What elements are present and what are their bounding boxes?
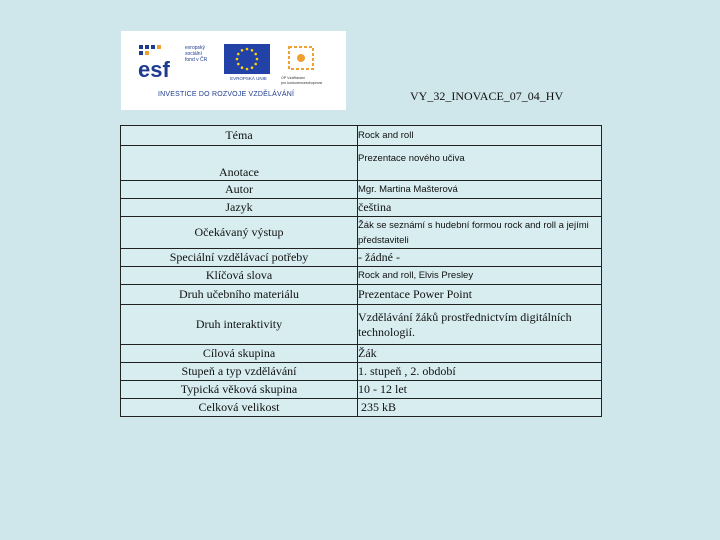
table-row (121, 345, 602, 363)
row-value: Žák se seznámí s hudební formou rock and roll a jejími představiteli (358, 217, 602, 249)
logo-banner (121, 31, 346, 110)
row-value: Mgr. Martina Mašterová (358, 181, 602, 199)
op-line-1: OP Vzdělávání (281, 76, 305, 80)
row-key: Speciální vzdělávací potřeby (121, 249, 358, 267)
row-value: 1. stupeň , 2. období (358, 363, 602, 381)
table-row (121, 267, 602, 285)
table-row (121, 181, 602, 199)
op-line-2: pro konkurenceschopnost (281, 80, 323, 85)
row-value: 235 kB (358, 399, 602, 417)
table-row (121, 399, 602, 417)
document-code: VY_32_INOVACE_07_04_HV (410, 89, 564, 103)
eu-caption: EVROPSKÁ UNIE (230, 76, 267, 81)
row-key: Druh interaktivity (121, 305, 358, 345)
row-value: Rock and roll (358, 126, 602, 146)
table-row (121, 146, 602, 181)
table-row (121, 126, 602, 146)
table-row (121, 363, 602, 381)
esf-logo-icon (137, 43, 183, 81)
esf-line-2: sociální (185, 51, 202, 57)
esf-text (185, 45, 221, 63)
info-table (120, 125, 602, 417)
row-value: Žák (358, 345, 602, 363)
row-value: Prezentace Power Point (358, 285, 602, 305)
row-key: Anotace (121, 146, 358, 181)
row-value: Prezentace nového učiva (358, 146, 602, 181)
row-key: Cílová skupina (121, 345, 358, 363)
op-logo-icon (285, 44, 319, 74)
eu-flag-icon (224, 44, 270, 74)
row-key: Stupeň a typ vzdělávání (121, 363, 358, 381)
logo-slogan: INVESTICE DO ROZVOJE VZDĚLÁVÁNÍ (158, 91, 295, 98)
row-value: 10 - 12 let (358, 381, 602, 399)
row-key: Celková velikost (121, 399, 358, 417)
row-key: Téma (121, 126, 358, 146)
row-value: Vzdělávání žáků prostřednictvím digitálních technologií. (358, 305, 602, 345)
row-key: Jazyk (121, 199, 358, 217)
table-row (121, 199, 602, 217)
row-key: Typická věková skupina (121, 381, 358, 399)
esf-line-1: evropský (185, 45, 206, 51)
table-row (121, 249, 602, 267)
table-row (121, 305, 602, 345)
row-value: Rock and roll, Elvis Presley (358, 267, 602, 285)
row-key: Klíčová slova (121, 267, 358, 285)
row-key: Očekávaný výstup (121, 217, 358, 249)
svg-text:esf: esf (138, 57, 170, 81)
row-key: Autor (121, 181, 358, 199)
esf-line-3: fond v ČR (185, 57, 208, 63)
table-row (121, 217, 602, 249)
table-row (121, 381, 602, 399)
op-caption (281, 76, 329, 85)
row-value: - žádné - (358, 249, 602, 267)
row-value: čeština (358, 199, 602, 217)
table-row (121, 285, 602, 305)
row-key: Druh učebního materiálu (121, 285, 358, 305)
